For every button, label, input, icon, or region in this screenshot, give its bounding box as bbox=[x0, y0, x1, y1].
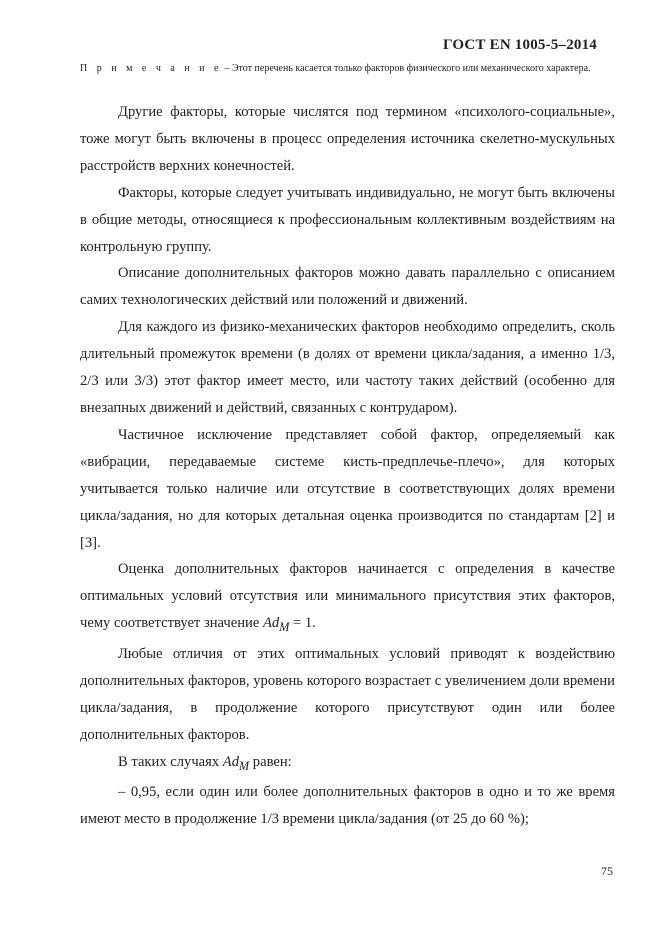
page-number: 75 bbox=[601, 864, 613, 878]
formula-adm: $Ad_M$ bbox=[222, 753, 250, 773]
paragraph: Другие факторы, которые числятся под термином «психолого-социальные», тоже могут быть включены в процесс определения источника скелетно-мускульных расстройств верхних конечностей. bbox=[80, 104, 615, 174]
note-text: – Этот перечень касается только факторов физического или механического характера. bbox=[221, 63, 591, 74]
paragraph-text: Оценка дополнительных факторов начинается с определения в качестве оптимальных условий отсутствия или минимального присутствия этих факторов, чему соответствует значение bbox=[80, 561, 615, 632]
paragraph-cases: В таких случаях $Ad_M$ равен: bbox=[118, 753, 292, 773]
body-text bbox=[80, 99, 615, 833]
paragraph-deviation: Любые отличия от этих оптимальных условий приводят к воздействию дополнительных факторов, уровень которого возрастает с увеличением доли времени цикла/задания, в продолжение которого присутствуют один или более дополнительных факторов. bbox=[80, 646, 615, 743]
note-label: П р и м е ч а н и е bbox=[80, 63, 222, 74]
paragraph-optimal bbox=[80, 556, 615, 641]
list-item: – 0,95, если один или более дополнительных факторов в одно и то же время имеют место в продолжение 1/3 времени цикла/задания (от 25 до 60 %); bbox=[80, 784, 615, 828]
formula-adm: $Ad_M$ bbox=[262, 615, 290, 635]
page-header-title: ГОСТ EN 1005-5–2014 bbox=[443, 37, 597, 53]
paragraph: Частичное исключение представляет собой фактор, определяемый как «вибрации, передаваемые системе кисть-предплечье-плечо», для которых учитывается только наличие или отсутствие в соответствующих долях времени цикла/задания, но для которых детальная оценка производится по стандартам [2] и [3]. bbox=[80, 426, 615, 551]
paragraph: Факторы, которые следует учитывать индивидуально, не могут быть включены в общие методы, относящиеся к профессиональным коллективным воздействиям на контрольную группу. bbox=[80, 184, 615, 255]
formula-tail: = 1. bbox=[289, 615, 316, 632]
note bbox=[80, 58, 615, 80]
paragraph: Для каждого из физико-механических факторов необходимо определить, сколь длительный промежуток времени (в долях от времени цикла/задания, а именно 1/3, 2/3 или 3/3) этот фактор имеет место, или частоту таких действий (особенно для внезапных движений и действий, связанных с контрударом). bbox=[80, 319, 615, 416]
paragraph: Описание дополнительных факторов можно давать параллельно с описанием самих технологических действий или положений и движений. bbox=[80, 265, 615, 309]
